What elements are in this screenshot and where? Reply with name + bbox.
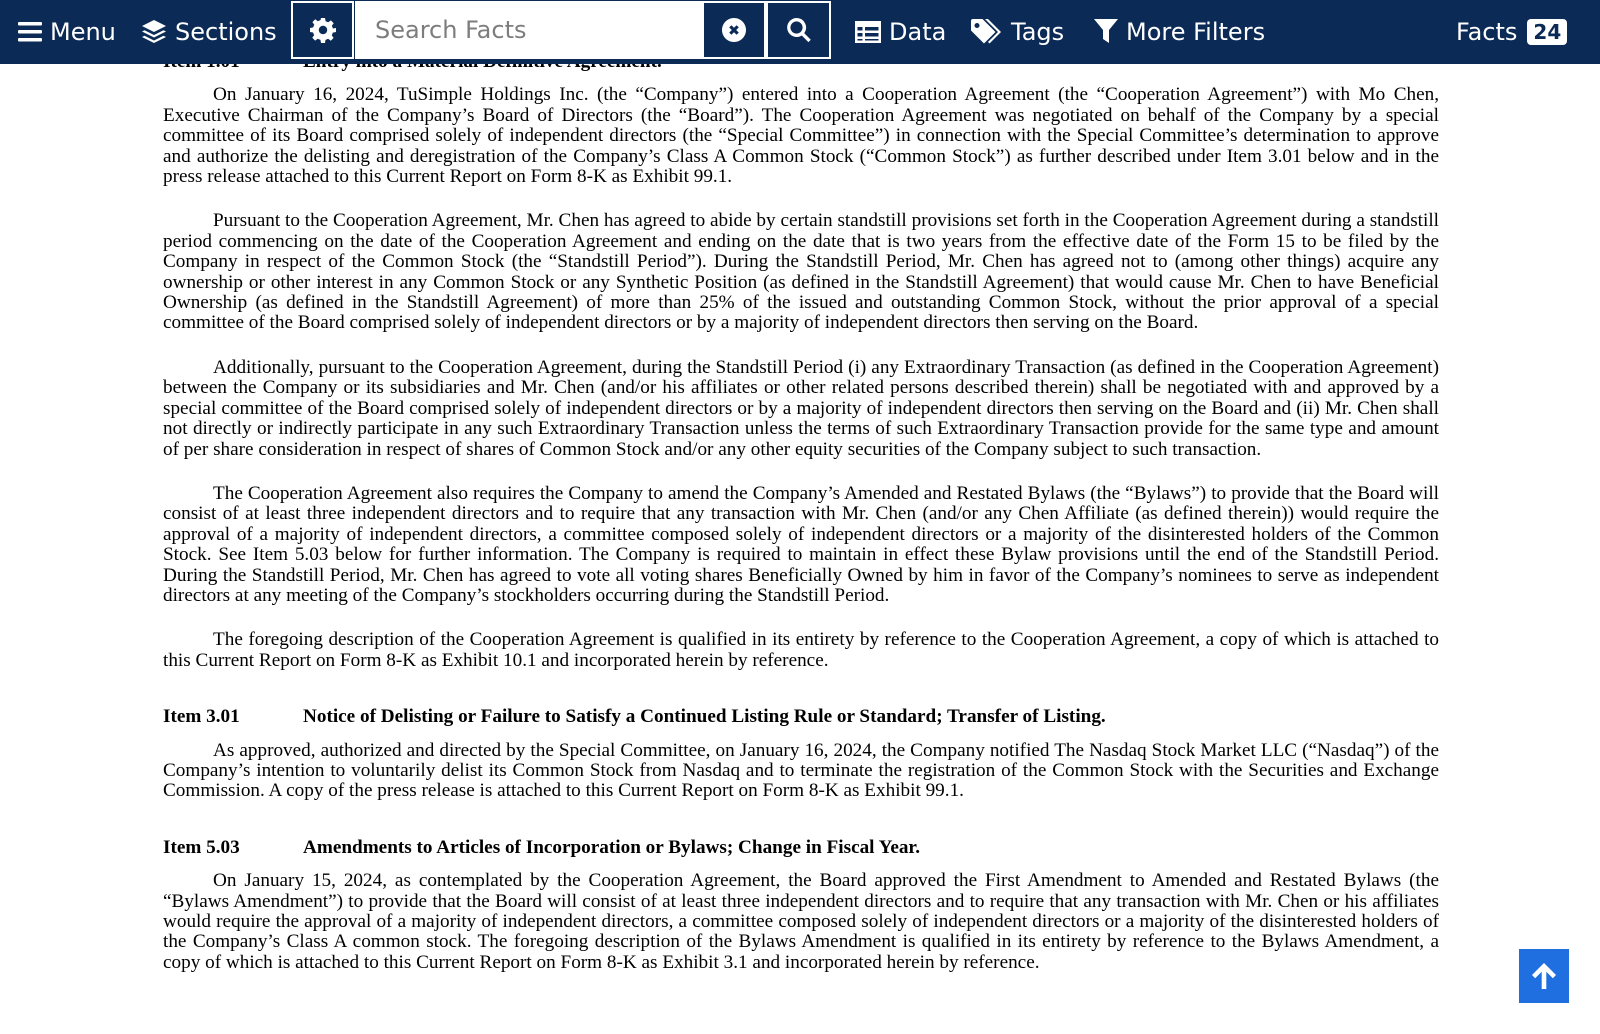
menu-button[interactable] [18, 0, 116, 64]
top-navbar [0, 0, 1600, 64]
arrow-up-icon [1531, 962, 1557, 990]
paragraph: On January 15, 2024, as contemplated by the Cooperation Agreement, the Board approved the First Amendment to Amended and Restated Bylaws (the “Bylaws Amendment”) to provide that the Board will consist of at least three independent directors and to require that any transaction with Mr. Chen or his affiliates would require the approval of a majority of independent directors, a committee composed solely of independent directors or a majority of the disinterested holders of the Company’s Class A common stock. The foregoing description of the Bylaws Amendment is qualified in its entirety by reference to the Bylaws Amendment, a copy of which is attached to this Current Report on Form 8-K as Exhibit 3.1 and incorporated herein by reference. [163, 870, 1439, 973]
paragraph: As approved, authorized and directed by the Special Committee, on January 16, 2024, the Company notified The Nasdaq Stock Market LLC (“Nasdaq”) of the Company’s intention to voluntarily delist its Common Stock from Nasdaq and to terminate the registration of the Common Stock with the Securities and Exchange Commission. A copy of the press release is attached to this Current Report on Form 8-K as Exhibit 99.1. [163, 739, 1439, 802]
paragraph: The Cooperation Agreement also requires the Company to amend the Company’s Amended and Restated Bylaws (the “Bylaws”) to provide that the Board will consist of at least three independent directors and to require that any transaction with Mr. Chen (and/or any Chen Affiliate (as defined therein)) would require the approval of a majority of independent directors, a committee composed solely of independent directors or a majority of the disinterested holders of the Common Stock. See Item 5.03 below for further information. The Company is required to maintain in effect these Bylaw provisions until the end of the Standstill Period. During the Standstill Period, Mr. Chen has agreed to vote all voting shares Beneficially Owned by him in favor of the Company’s nominees to serve as independent directors at any meeting of the Company’s stockholders occurring during the Standstill Period. [163, 482, 1439, 606]
more-filters-button[interactable] [1094, 0, 1265, 64]
paragraph: On January 16, 2024, TuSimple Holdings Inc. (the “Company”) entered into a Cooperation Agreement (the “Cooperation Agreement”) with Mo Chen, Executive Chairman of the Company’s Board of Directors (the “Board”). The Cooperation Agreement was negotiated on behalf of the Company by a special committee of its Board comprised solely of independent directors (the “Special Committee”) in connection with the Special Committee’s determination to approve and authorize the delisting and deregistration of the Company’s Class A Common Stock (“Common Stock”) as further described under Item 3.01 below and in the press release attached to this Current Report on Form 8-K as Exhibit 99.1. [163, 84, 1439, 188]
facts-button[interactable] [1456, 0, 1567, 64]
data-label: Data [889, 18, 947, 46]
item-title: Notice of Delisting or Failure to Satisfy a Continued Listing Rule or Standard; Transfer of Listing. [303, 706, 1106, 728]
tags-button[interactable] [971, 0, 1064, 64]
sections-label: Sections [175, 18, 277, 46]
clear-search-button[interactable] [702, 1, 766, 59]
tags-icon [971, 19, 1003, 45]
gear-icon [310, 17, 336, 43]
paragraph: Additionally, pursuant to the Cooperation Agreement, during the Standstill Period (i) any Extraordinary Transaction (as defined in the Cooperation Agreement) between the Company or its subsidiaries and Mr. Chen (and/or his affiliates or other related persons described therein) shall be negotiated with and approved by a special committee of the Board comprised solely of independent directors or by a majority of independent directors then serving on the Board and (ii) Mr. Chen shall not directly or indirectly participate in any such Extraordinary Transaction unless the terms of such Extraordinary Transaction provide for the same type and amount of per share consideration in respect of shares of Common Stock and/or any other equity securities of the Company subject to such transaction. [163, 356, 1439, 460]
more-filters-label: More Filters [1126, 18, 1266, 46]
filing-document [163, 52, 1439, 973]
layers-icon [141, 19, 167, 45]
item-number: Item 3.01 [163, 706, 240, 728]
item-5-03-heading [163, 838, 1439, 858]
item-number: Item 5.03 [163, 836, 240, 858]
item-3-01-heading [163, 707, 1439, 727]
filter-icon [1094, 19, 1118, 45]
paragraph: Pursuant to the Cooperation Agreement, Mr. Chen has agreed to abide by certain standstill provisions set forth in the Cooperation Agreement during a standstill period commencing on the date of the Cooperation Agreement and ending on the date that is two years from the effective date of the Form 15 to be filed by the Company in respect of the Common Stock (the “Standstill Period”). During the Standstill Period, Mr. Chen has agreed not to (among other things) acquire any ownership or other interest in any Common Stock or any Synthetic Position (as defined in the Standstill Agreement) that would cause Mr. Chen to have Beneficial Ownership (as defined in the Standstill Agreement) of more than 25% of the issued and outstanding Common Stock, without the prior approval of a special committee of the Board comprised solely of independent directors or by a majority of independent directors then serving on the Board. [163, 210, 1439, 334]
sections-button[interactable] [141, 0, 277, 64]
search-icon [786, 17, 812, 43]
times-circle-icon [721, 17, 747, 43]
facts-count-badge: 24 [1527, 19, 1567, 45]
paragraph: The foregoing description of the Cooperation Agreement is qualified in its entirety by reference to the Cooperation Agreement, a copy of which is attached to this Current Report on Form 8-K as Exhibit 10.1 and incorporated herein by reference. [163, 629, 1439, 671]
back-to-top-button[interactable] [1519, 949, 1569, 1003]
menu-label: Menu [50, 18, 116, 46]
item-title: Amendments to Articles of Incorporation or Bylaws; Change in Fiscal Year. [303, 836, 920, 858]
data-button[interactable] [855, 0, 946, 64]
search-button[interactable] [766, 1, 831, 59]
hamburger-icon [18, 21, 42, 43]
table-icon [855, 21, 881, 43]
tags-label: Tags [1011, 18, 1065, 46]
search-settings-button[interactable] [291, 1, 354, 59]
facts-label: Facts [1456, 18, 1518, 46]
search-input[interactable] [355, 1, 702, 59]
